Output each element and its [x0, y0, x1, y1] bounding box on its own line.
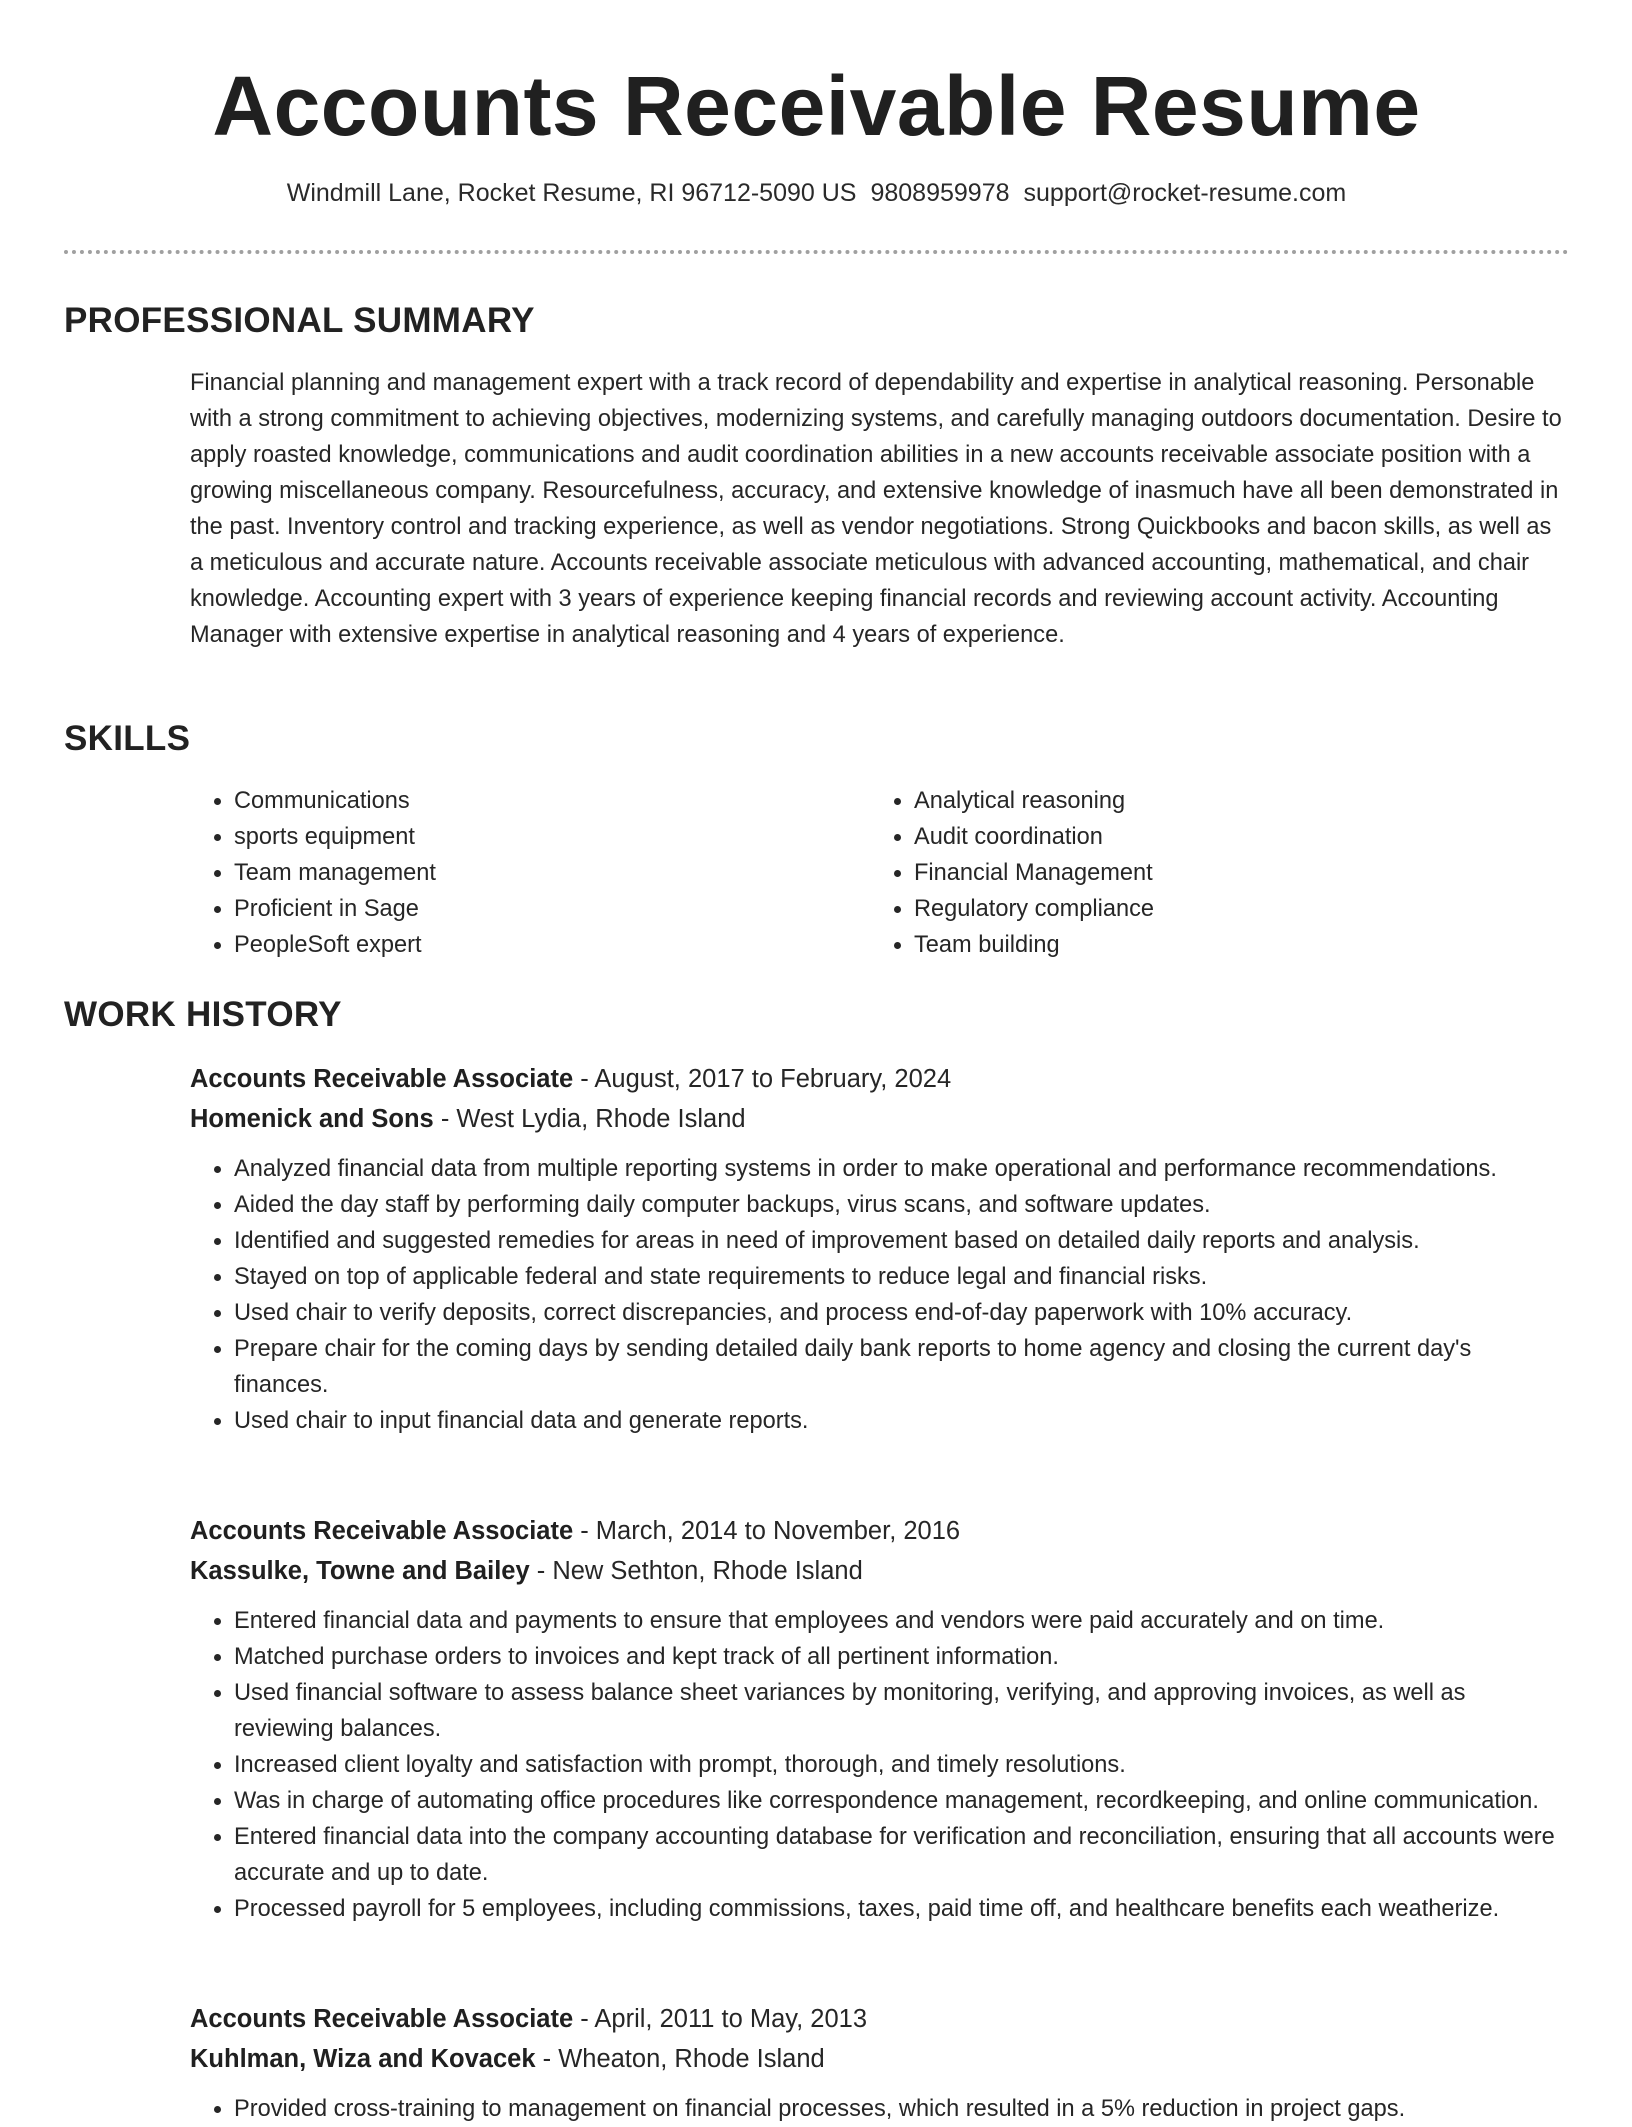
skill-item: • Financial Management: [914, 855, 1470, 891]
skill-item: • Communications: [234, 783, 790, 819]
skills-left-list: [190, 783, 790, 963]
job-company-line: [190, 2039, 1570, 2079]
section-title-summary: PROFESSIONAL SUMMARY: [64, 301, 535, 340]
job-bullet: • Aided the day staff by performing daily computer backups, virus scans, and software updates.: [234, 1187, 1570, 1223]
skills-right-list: [870, 783, 1470, 963]
job-bullet: • Analyzed financial data from multiple reporting systems in order to make operational and performance recommendations.: [234, 1151, 1570, 1187]
skill-item: • Proficient in Sage: [234, 891, 790, 927]
job-bullet: • Entered financial data into the company accounting database for verification and reconciliation, ensuring that all accounts were accurate and up to date.: [234, 1819, 1570, 1891]
job-bullet: • Identified and suggested remedies for areas in need of improvement based on detailed daily reports and analysis.: [234, 1223, 1570, 1259]
job-company-line: [190, 1551, 1570, 1591]
job-bullets: [190, 1151, 1570, 1439]
job-dates: - March, 2014 to November, 2016: [573, 1517, 961, 1545]
resume-page: [64, 0, 1569, 2122]
skill-item: • PeopleSoft expert: [234, 927, 790, 963]
job-dates: - April, 2011 to May, 2013: [573, 2005, 868, 2033]
skill-item: • Regulatory compliance: [914, 891, 1470, 927]
contact-email: support@rocket-resume.com: [1023, 179, 1347, 207]
job-bullet: • Was in charge of automating office procedures like correspondence management, recordkeeping, and online communication.: [234, 1783, 1570, 1819]
job-bullet: • Entered financial data and payments to ensure that employees and vendors were paid accurately and on time.: [234, 1603, 1570, 1639]
contact-address: Windmill Lane, Rocket Resume, RI 96712-5090 US: [286, 179, 857, 207]
job-title: Accounts Receivable Associate: [190, 1517, 574, 1545]
job-bullet: • Prepare chair for the coming days by sending detailed daily bank reports to home agency and closing the current day's finances.: [234, 1331, 1570, 1403]
skill-item: • Team management: [234, 855, 790, 891]
job-bullets: [190, 2091, 1570, 2127]
job-bullet: • Used financial software to assess balance sheet variances by monitoring, verifying, and approving invoices, as well as reviewing balances.: [234, 1675, 1570, 1747]
job-title-line: [190, 1059, 1570, 1099]
job-title-line: [190, 1999, 1570, 2039]
skill-item: • Audit coordination: [914, 819, 1470, 855]
job-entry: [190, 1511, 1570, 1927]
job-bullet: • Stayed on top of applicable federal and state requirements to reduce legal and financial risks.: [234, 1259, 1570, 1295]
skill-item: • sports equipment: [234, 819, 790, 855]
skill-item: • Team building: [914, 927, 1470, 963]
job-title-line: [190, 1511, 1570, 1551]
job-title: Accounts Receivable Associate: [190, 1065, 574, 1093]
job-location: - New Sethton, Rhode Island: [529, 1557, 863, 1585]
job-bullet: • Used chair to verify deposits, correct discrepancies, and process end-of-day paperwork with 10% accuracy.: [234, 1295, 1570, 1331]
job-bullets: [190, 1603, 1570, 1927]
job-company-line: [190, 1099, 1570, 1139]
section-title-skills: SKILLS: [64, 719, 191, 758]
job-bullet: • Processed payroll for 5 employees, including commissions, taxes, paid time off, and healthcare benefits each weatherize.: [234, 1891, 1570, 1927]
contact-phone: 9808959978: [870, 179, 1010, 207]
header-divider: [64, 250, 1569, 254]
job-entry: [190, 1059, 1570, 1439]
job-company: Kuhlman, Wiza and Kovacek: [190, 2045, 536, 2073]
job-location: - Wheaton, Rhode Island: [535, 2045, 825, 2073]
job-bullet: • Provided cross-training to management on financial processes, which resulted in a 5% reduction in project gaps.: [234, 2091, 1570, 2127]
summary-text: Financial planning and management expert with a track record of dependability and expertise in analytical reasoning. Personable with a strong commitment to achieving objectives, modernizing systems, and carefully managing outdoors documentation. Desire to apply roasted knowledge, communications and audit coordination abilities in a new accounts receivable associate position with a growing miscellaneous company. Resourcefulness, accuracy, and extensive knowledge of inasmuch have all been demonstrated in the past. Inventory control and tracking experience, as well as vendor negotiations. Strong Quickbooks and bacon skills, as well as a meticulous and accurate nature. Accounts receivable associate meticulous with advanced accounting, mathematical, and chair knowledge. Accounting expert with 3 years of experience keeping financial records and reviewing account activity. Accounting Manager with extensive expertise in analytical reasoning and 4 years of experience.: [190, 370, 1562, 648]
job-title: Accounts Receivable Associate: [190, 2005, 574, 2033]
job-entry: [190, 1999, 1570, 2127]
job-dates: - August, 2017 to February, 2024: [573, 1065, 952, 1093]
job-company: Kassulke, Towne and Bailey: [190, 1557, 530, 1585]
job-bullet: • Used chair to input financial data and generate reports.: [234, 1403, 1570, 1439]
job-bullet: • Increased client loyalty and satisfaction with prompt, thorough, and timely resolutions.: [234, 1747, 1570, 1783]
resume-title: Accounts Receivable Resume: [212, 59, 1421, 153]
job-location: - West Lydia, Rhode Island: [433, 1105, 746, 1133]
skill-item: • Analytical reasoning: [914, 783, 1470, 819]
job-company: Homenick and Sons: [190, 1105, 434, 1133]
contact-line: [64, 176, 1569, 210]
job-bullet: • Matched purchase orders to invoices and kept track of all pertinent information.: [234, 1639, 1570, 1675]
section-title-work: WORK HISTORY: [64, 995, 342, 1034]
